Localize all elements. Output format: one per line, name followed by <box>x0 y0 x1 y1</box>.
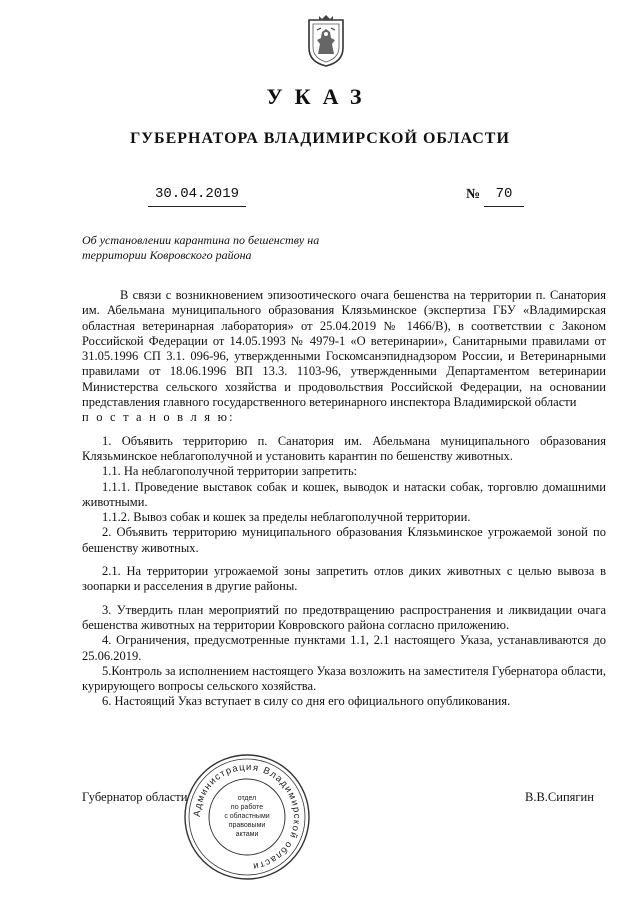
official-stamp-icon <box>182 752 312 882</box>
signature-position: Губернатор области <box>82 790 188 804</box>
number-sign: № <box>466 187 481 202</box>
svg-text:с областными: с областными <box>224 813 270 820</box>
decree-body <box>82 288 606 710</box>
item-1-1-2: 1.1.2. Вывоз собак и кошек за пределы неблагополучной территории. <box>102 510 471 525</box>
item-2: 2. Объявить территорию муниципального образования Клязьминское угрожаемой зоной по бешенству животных. <box>82 525 606 555</box>
subject-line-2: территории Ковровского района <box>82 248 252 262</box>
svg-text:отдел: отдел <box>237 795 257 802</box>
svg-text:по работе: по работе <box>230 804 264 811</box>
decree-subject <box>82 233 382 263</box>
document-title: УКАЗ <box>266 84 374 109</box>
item-1-1-1: 1.1.1. Проведение выставок собак и кошек, выводок и натаски собак, торговлю домашними животными. <box>82 479 606 509</box>
stamp-ring-text: Администрация Владимирской области <box>191 761 303 872</box>
item-2-1: 2.1. На территории угрожаемой зоны запретить отлов диких животных с целью вывоза в зоопарки и расселения в другие районы. <box>82 564 606 594</box>
item-4: 4. Ограничения, предусмотренные пунктами 1.1, 2.1 настоящего Указа, устанавливаются до 25.06.2019. <box>82 633 606 663</box>
preamble: В связи с возникновением эпизоотического очага бешенства на территории п. Санатория им. Абельмана муниципального образования Клязьминское (экспертиза ГБУ «Владимирская областная ветеринарная лаборатория» от 25.04.2019 № 1466/В), в соответствии с Законом Российской Федерации от 14.05.1993 № 4979-1 «О ветеринарии», Санитарными правилами от 31.05.1996 СП 3.1. 096-96, утвержденными Госкомсанэпиднадзором России, и Ветеринарными правилами от 18.06.1996 ВП 13.3. 1103-96, утвержденными Департаментом ветеринарии Министерства сельского хозяйства и продовольствия Российской Федерации, на основании представления главного государственного ветеринарного инспектора Владимирской области <box>82 288 606 410</box>
decree-date: 30.04.2019 <box>154 186 239 202</box>
item-6: 6. Настоящий Указ вступает в силу со дня его официального опубликования. <box>102 694 511 709</box>
svg-text:правовыми: правовыми <box>228 822 266 829</box>
item-1-1: 1.1. На неблагополучной территории запретить: <box>102 464 358 479</box>
decree-word: п о с т а н о в л я ю: <box>82 410 235 425</box>
item-3: 3. Утвердить план мероприятий по предотвращению распространения и ликвидации очага бешенства животных на территории Ковровского района согласно приложению. <box>82 602 606 632</box>
item-1: 1. Объявить территорию п. Санатория им. Абельмана муниципального образования Клязьминское неблагополучной и установить карантин по бешенству животных. <box>82 433 606 463</box>
svg-text:актами: актами <box>235 831 259 838</box>
signature-name: В.В.Сипягин <box>525 790 594 804</box>
subject-line-1: Об установлении карантина по бешенству на <box>82 233 320 247</box>
document-subtitle: ГУБЕРНАТОРА ВЛАДИМИРСКОЙ ОБЛАСТИ <box>130 130 510 147</box>
decree-number: 70 <box>495 186 513 202</box>
coat-of-arms-icon <box>305 14 347 68</box>
item-5: 5.Контроль за исполнением настоящего Указа возложить на заместителя Губернатора области, курирующего вопросы сельского хозяйства. <box>82 663 606 694</box>
date-underline <box>148 206 246 207</box>
number-underline <box>484 206 524 207</box>
